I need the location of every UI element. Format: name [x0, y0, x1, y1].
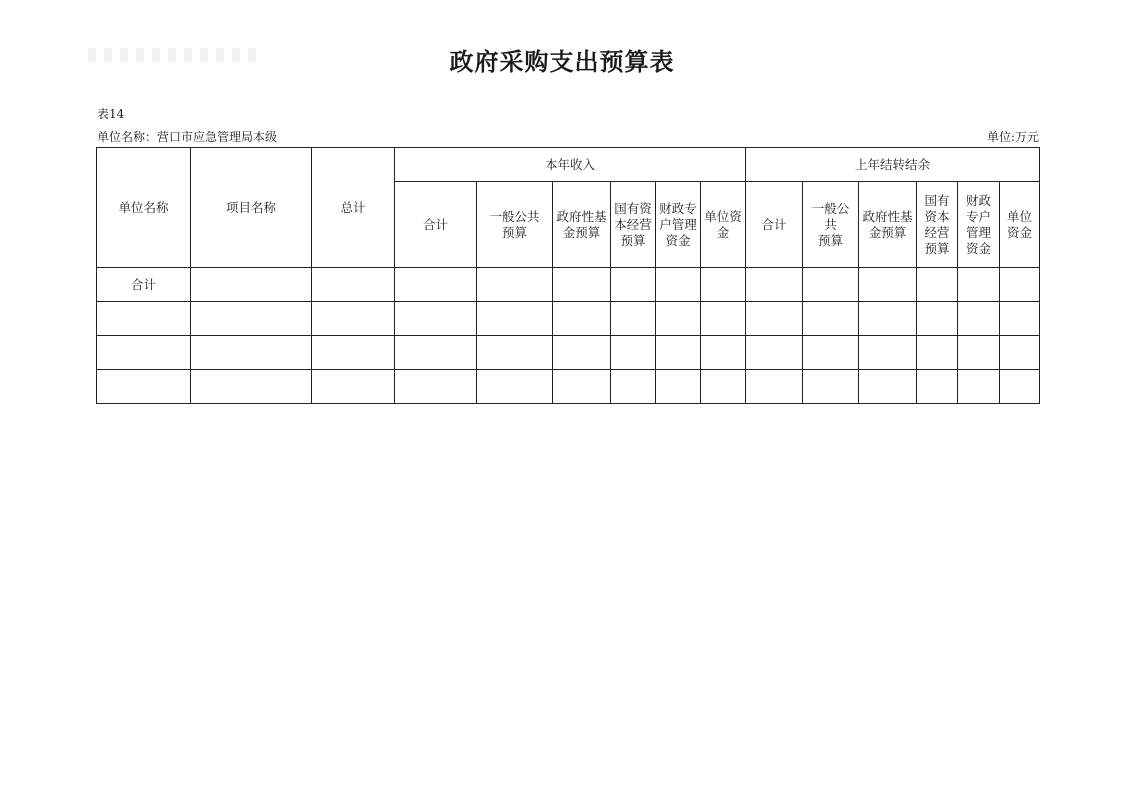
header-unit-name: 单位名称	[97, 148, 191, 268]
table-cell	[191, 268, 312, 302]
header-current-general-public-budget: 一般公共 预算	[477, 182, 553, 268]
header-current-subtotal: 合计	[395, 182, 477, 268]
table-cell	[553, 336, 611, 370]
table-cell	[656, 336, 701, 370]
table-number: 表14	[97, 107, 125, 121]
table-cell	[746, 336, 803, 370]
table-cell	[553, 268, 611, 302]
table-cell	[859, 268, 917, 302]
header-project-name: 项目名称	[191, 148, 312, 268]
table-cell	[656, 302, 701, 336]
table-cell	[477, 302, 553, 336]
table-cell	[477, 268, 553, 302]
table-cell	[477, 370, 553, 404]
unit-name-label: 单位名称：	[97, 130, 158, 144]
table-cell	[746, 302, 803, 336]
currency-unit: 单位:万元	[986, 130, 1039, 144]
header-current-government-fund-budget: 政府性基 金预算	[553, 182, 611, 268]
table-cell	[611, 268, 656, 302]
row-unit-name-cell	[97, 336, 191, 370]
table-row	[97, 336, 1040, 370]
header-prior-year-carryover: 上年结转结余	[746, 148, 1040, 182]
table-cell	[917, 336, 958, 370]
table-cell	[191, 370, 312, 404]
header-current-state-capital-budget: 国有资 本经营 预算	[611, 182, 656, 268]
header-carryover-fiscal-special-account: 财政 专户 管理 资金	[958, 182, 1000, 268]
row-unit-name-cell	[97, 302, 191, 336]
header-current-year-income: 本年收入	[395, 148, 746, 182]
header-carryover-state-capital-budget: 国有 资本 经营 预算	[917, 182, 958, 268]
table-cell	[656, 268, 701, 302]
header-carryover-government-fund-budget: 政府性基 金预算	[859, 182, 917, 268]
table-cell	[803, 336, 859, 370]
table-cell	[917, 370, 958, 404]
table-cell	[958, 302, 1000, 336]
table-cell	[312, 336, 395, 370]
table-cell	[958, 336, 1000, 370]
table-row	[97, 370, 1040, 404]
header-row-groups	[97, 148, 1040, 182]
table-cell	[803, 302, 859, 336]
table-cell	[859, 370, 917, 404]
table-cell	[859, 336, 917, 370]
table-cell	[1000, 336, 1040, 370]
table-cell	[611, 370, 656, 404]
row-unit-name-cell	[97, 370, 191, 404]
table-cell	[1000, 268, 1040, 302]
table-cell	[1000, 370, 1040, 404]
table-cell	[312, 268, 395, 302]
table-cell	[395, 370, 477, 404]
table-cell	[958, 370, 1000, 404]
table-cell	[859, 302, 917, 336]
table-cell	[701, 302, 746, 336]
table-cell	[746, 268, 803, 302]
unit-info-row	[97, 128, 1039, 145]
page-title: 政府采购支出预算表	[449, 47, 675, 76]
table-cell	[395, 268, 477, 302]
table-row	[97, 302, 1040, 336]
table-cell	[701, 268, 746, 302]
table-cell	[958, 268, 1000, 302]
table-cell	[312, 302, 395, 336]
table-cell	[701, 336, 746, 370]
table-cell	[312, 370, 395, 404]
table-cell	[917, 268, 958, 302]
table-cell	[917, 302, 958, 336]
budget-table	[96, 147, 1040, 404]
table-cell	[191, 336, 312, 370]
table-cell	[1000, 302, 1040, 336]
table-row	[97, 268, 1040, 302]
table-cell	[611, 302, 656, 336]
header-carryover-general-public-budget: 一般公 共 预算	[803, 182, 859, 268]
table-cell	[611, 336, 656, 370]
header-carryover-subtotal: 合计	[746, 182, 803, 268]
row-unit-name-cell: 合计	[97, 268, 191, 302]
table-cell	[553, 302, 611, 336]
table-cell	[477, 336, 553, 370]
table-cell	[803, 268, 859, 302]
table-cell	[191, 302, 312, 336]
table-cell	[553, 370, 611, 404]
table-cell	[746, 370, 803, 404]
table-body	[97, 268, 1040, 404]
header-current-unit-funds: 单位资 金	[701, 182, 746, 268]
header-carryover-unit-funds: 单位 资金	[1000, 182, 1040, 268]
table-cell	[395, 336, 477, 370]
unit-name-value: 营口市应急管理局本级	[157, 130, 278, 144]
table-cell	[803, 370, 859, 404]
header-total: 总计	[312, 148, 395, 268]
table-cell	[395, 302, 477, 336]
table-cell	[701, 370, 746, 404]
header-current-fiscal-special-account: 财政专 户管理 资金	[656, 182, 701, 268]
table-cell	[656, 370, 701, 404]
